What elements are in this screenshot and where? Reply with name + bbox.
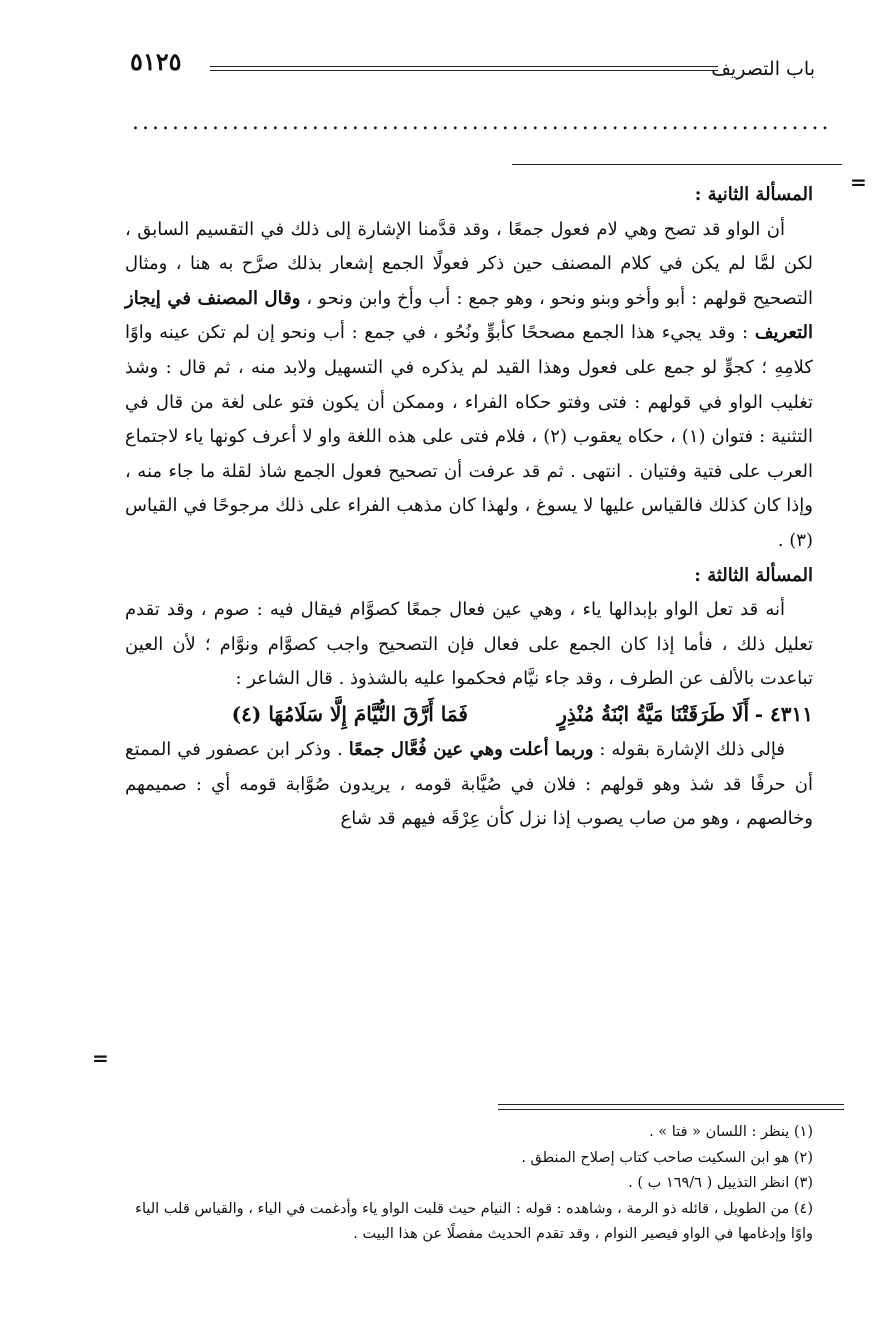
paragraph: أنه قد تعل الواو بإبدالها ياء ، وهي عين فعال جمعًا كصوَّام فيقال فيه : صوم ، وقد تقدم تعليل ذلك ، فأما إذا كان الجمع على فعال فإن التصحيح واجب كصوَّام ونوَّام ؛ لأن العين تباعدت بالألف عن الطرف ، وقد جاء نيَّام فحكموا عليه بالشذوذ . قال الشاعر : bbox=[125, 599, 813, 690]
margin-mark-bottom: = bbox=[92, 1046, 109, 1070]
paragraph-text: . وذكر ابن عصفور في الممتع أن حرفًا قد شذ وهو قولهم : فلان في صُيَّابة قومه ، يريدون صُوَّابة قومه أي : صميمهم وخالصهم ، وهو من صاب يصوب إذا نزل كأن عِرْقَه فيهم قد شاع bbox=[125, 738, 813, 830]
top-rule bbox=[512, 164, 842, 165]
margin-mark-top: = bbox=[850, 170, 867, 194]
paragraph-text: فإلى ذلك الإشارة بقوله : bbox=[593, 738, 785, 760]
paragraph bbox=[125, 213, 813, 559]
header-rule bbox=[210, 66, 718, 67]
verse-hemistich-second: فَمَا أَرَّقَ النُّيَّامَ إِلَّا سَلَامُهَا (٤) bbox=[231, 701, 468, 726]
bold-quote: وقال المصنف في إيجاز التعريف bbox=[125, 287, 813, 344]
footnote-rule bbox=[498, 1109, 844, 1110]
footnote: (١) ينظر : اللسان « فتا » . bbox=[649, 1124, 813, 1140]
paragraph-text: : وقد يجيء هذا الجمع مصححًا كأبوٍّ ونُحُو ، في جمع : أب ونحو إن لم تكن عينه واوًا كلامِهِ ؛ كجوٍّ لو جمع على فعول وهذا القيد لم يذكره في التسهيل ولابد منه ، ثم قال : وشذ تغليب الواو في قولهم : فتى وفتو حكاه الفراء ، وممكن أن يكون فتو على لغة من قال في التثنية : فتوان (١) ، حكاه يعقوب (٢) ، فلام فتى على هذه اللغة واو لا أعرف كونها ياء لاجتماع العرب على فتية وفتيان . انتهى . ثم قد عرفت أن تصحيح فعول الجمع شاذ لقلة ما جاء منه ، وإذا كان كذلك فالقياس عليها لا يسوغ ، ولهذا كان مذهب الفراء على ذلك مرجوحًا في القياس (٣) . bbox=[125, 322, 814, 551]
paragraph-text: أن الواو قد تصح وهي لام فعول جمعًا ، وقد قدَّمنا الإشارة إلى ذلك في التقسيم السابق ، لكن لمَّا لم يكن في كلام المصنف حين ذكر فعولًا الجمع إشعار بذلك صرَّح به هنا ، ومثال التصحيح قولهم : أبو وأخو وبنو ونحو ، وهو جمع : أب وأخ وابن ونحو ، bbox=[125, 218, 813, 309]
footnote: (٣) انظر التذييل ( ١٦٩/٦ ب ) . bbox=[628, 1175, 813, 1191]
verse-number: ٤٣١١ - bbox=[754, 701, 813, 726]
page-number: ٥١٢٥ bbox=[130, 47, 182, 76]
bold-quote: وربما أعلت وهي عين فُعَّال جمعًا bbox=[348, 738, 594, 760]
footnote-rule bbox=[498, 1104, 844, 1105]
footnote: (٤) من الطويل ، قائله ذو الرمة ، وشاهده : قوله : النيام حيث قلبت الواو ياء وأدغمت في الياء ، والقياس قلب الياء واوًا وإدغامها في الواو فيصير النوام ، وقد تقدم الحديث مفصلًا عن هذا البيت . bbox=[135, 1200, 813, 1242]
poetry-verse bbox=[125, 697, 813, 733]
section-heading-2: المسألة الثانية : bbox=[694, 184, 813, 205]
dotted-line: ...................................................................... bbox=[132, 110, 832, 135]
footnotes bbox=[125, 1120, 813, 1248]
running-header-title: باب التصريف bbox=[711, 58, 815, 80]
section-heading-3: المسألة الثالثة : bbox=[694, 564, 813, 586]
main-text bbox=[125, 178, 813, 837]
footnote: (٢) هو ابن السكيت صاحب كتاب إصلاح المنطق . bbox=[521, 1149, 813, 1166]
verse-hemistich-first: أَلَا طَرَقَتْنَا مَيَّةُ ابْنَةُ مُنْذِرٍ bbox=[557, 701, 749, 726]
paragraph bbox=[125, 733, 813, 837]
header-rule bbox=[210, 70, 718, 71]
